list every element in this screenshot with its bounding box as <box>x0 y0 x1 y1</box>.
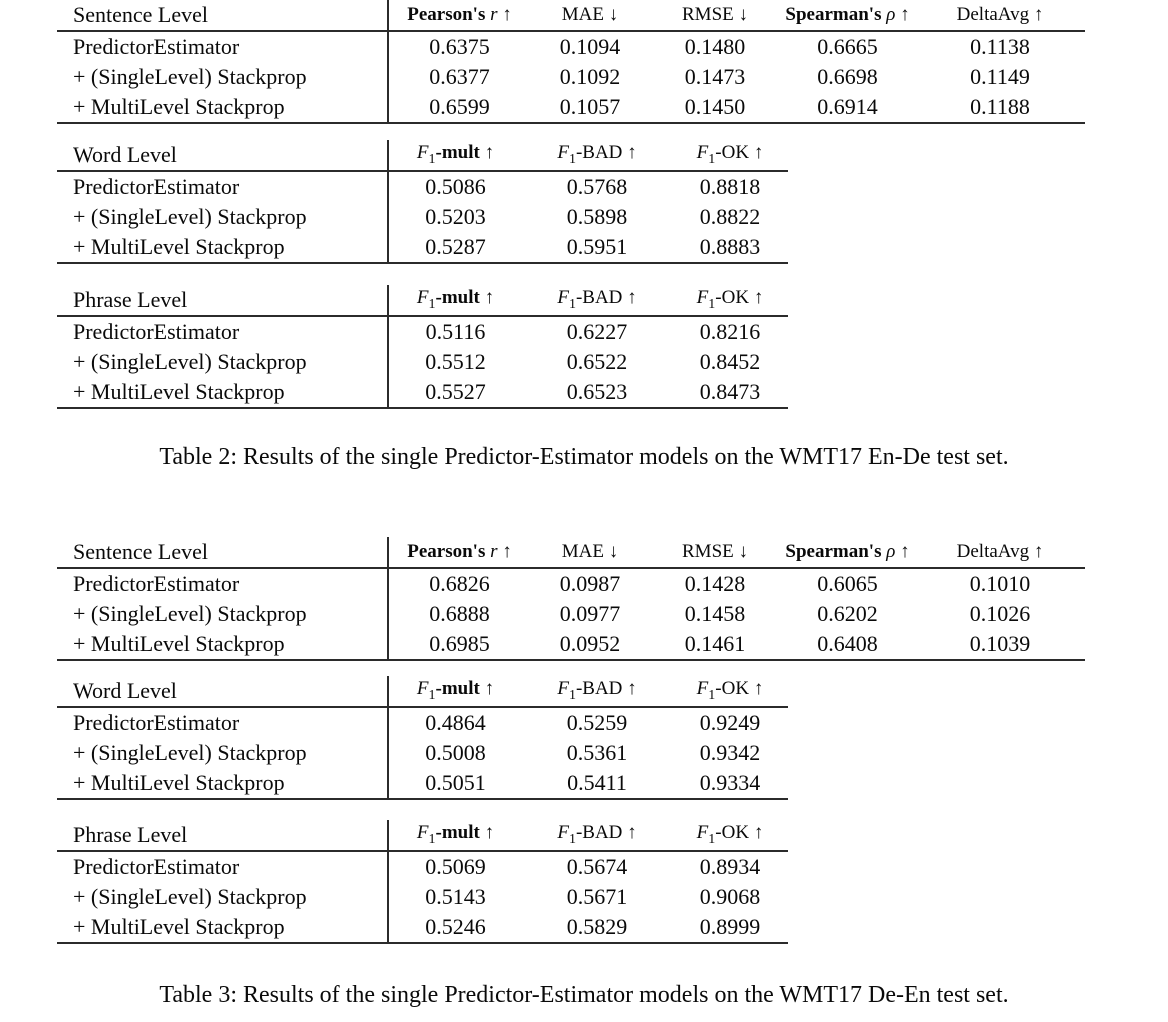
table3-word-level-table <box>57 676 788 800</box>
col-header-mae: MAE ↓ <box>561 4 619 25</box>
up-arrow-icon: ↑ <box>1033 4 1044 25</box>
row-label: + MultiLevel Stackprop <box>57 768 388 799</box>
metric-value: 0.1188 <box>970 94 1030 119</box>
col-header-f1-ok: $F_1-OK$ ↑ <box>696 678 764 703</box>
metric-value: 0.8452 <box>699 349 761 374</box>
row-label: + (SingleLevel) Stackprop <box>57 202 388 232</box>
up-arrow-icon: ↑ <box>484 678 495 700</box>
metric-value: 0.6377 <box>429 64 490 89</box>
metric-value: 0.5116 <box>425 319 486 344</box>
table-row <box>57 768 788 799</box>
section-header-sentence-level: Sentence Level <box>57 0 388 31</box>
metric-value: 0.5411 <box>567 770 627 795</box>
col-header-deltaavg: DeltaAvg ↑ <box>956 541 1044 562</box>
table-2-caption: Table 2: Results of the single Predictor-Estimator models on the WMT17 En-De test set. <box>159 444 1009 470</box>
table-row <box>57 882 788 912</box>
metric-value: 0.5768 <box>566 174 628 199</box>
metric-value: 0.0952 <box>559 631 621 656</box>
down-arrow-icon: ↓ <box>608 541 619 562</box>
header-row <box>57 0 1085 31</box>
metric-value: 0.8822 <box>699 204 761 229</box>
table-row <box>57 599 1085 629</box>
row-label: + (SingleLevel) Stackprop <box>57 347 388 377</box>
col-header-f1-mult: $F_1$-mult ↑ <box>416 822 495 847</box>
row-label: PredictorEstimator <box>57 316 388 347</box>
col-header-rmse: RMSE ↓ <box>682 541 748 562</box>
metric-value: 0.9334 <box>699 770 761 795</box>
up-arrow-icon: ↑ <box>627 678 637 700</box>
col-header-f1-ok: $F_1-OK$ ↑ <box>696 142 764 167</box>
metric-value: 0.1057 <box>559 94 621 119</box>
down-arrow-icon: ↓ <box>608 4 619 25</box>
col-header-deltaavg: DeltaAvg ↑ <box>956 4 1044 25</box>
metric-value: 0.1450 <box>684 94 746 119</box>
metric-value: 0.1480 <box>684 34 746 59</box>
row-label: + (SingleLevel) Stackprop <box>57 882 388 912</box>
table-row <box>57 62 1085 92</box>
up-arrow-icon: ↑ <box>753 287 764 309</box>
metric-value: 0.6408 <box>817 631 878 656</box>
row-label: PredictorEstimator <box>57 707 388 738</box>
metric-value: 0.1039 <box>969 631 1031 656</box>
up-arrow-icon: ↑ <box>627 822 637 844</box>
metric-value: 0.6914 <box>817 94 878 119</box>
up-arrow-icon: ↑ <box>502 4 512 25</box>
metric-value: 0.5069 <box>425 854 486 879</box>
metric-value: 0.6599 <box>429 94 490 119</box>
metric-value: 0.1461 <box>684 631 746 656</box>
metric-value: 0.5287 <box>425 234 486 259</box>
section-header-word-level: Word Level <box>57 140 388 171</box>
col-header-f1-bad: $F_1$-BAD ↑ <box>557 142 637 167</box>
metric-value: 0.6227 <box>566 319 628 344</box>
row-label: PredictorEstimator <box>57 31 388 62</box>
col-header-f1-bad: $F_1$-BAD ↑ <box>557 678 637 703</box>
table-row <box>57 629 1085 660</box>
table-row <box>57 912 788 943</box>
up-arrow-icon: ↑ <box>753 142 764 164</box>
table-row <box>57 347 788 377</box>
metric-value: 0.9249 <box>699 710 761 735</box>
metric-value: 0.6698 <box>817 64 878 89</box>
up-arrow-icon: ↑ <box>753 822 764 844</box>
table-row <box>57 31 1085 62</box>
metric-value: 0.8473 <box>699 379 761 404</box>
metric-value: 0.1010 <box>969 571 1031 596</box>
metric-value: 0.1473 <box>684 64 746 89</box>
header-row <box>57 820 788 851</box>
metric-value: 0.6522 <box>566 349 628 374</box>
metric-value: 0.9068 <box>699 884 761 909</box>
row-label: + (SingleLevel) Stackprop <box>57 738 388 768</box>
up-arrow-icon: ↑ <box>753 678 764 700</box>
up-arrow-icon: ↑ <box>900 4 910 25</box>
metric-value: 0.5671 <box>566 884 628 909</box>
section-header-phrase-level: Phrase Level <box>57 820 388 851</box>
table3-phrase-level-table <box>57 820 788 944</box>
row-label: + MultiLevel Stackprop <box>57 377 388 408</box>
metric-value: 0.5143 <box>425 884 486 909</box>
up-arrow-icon: ↑ <box>484 287 495 309</box>
col-header-f1-mult: $F_1$-mult ↑ <box>416 142 495 167</box>
metric-value: 0.5527 <box>425 379 486 404</box>
col-header-f1-mult: $F_1$-mult ↑ <box>416 678 495 703</box>
table-row <box>57 232 788 263</box>
metric-value: 0.5203 <box>425 204 486 229</box>
metric-value: 0.5008 <box>425 740 486 765</box>
row-label: PredictorEstimator <box>57 171 388 202</box>
metric-value: 0.8934 <box>699 854 761 879</box>
row-label: + MultiLevel Stackprop <box>57 629 388 660</box>
row-label: + MultiLevel Stackprop <box>57 92 388 123</box>
metric-value: 0.6523 <box>566 379 628 404</box>
col-header-f1-bad: $F_1$-BAD ↑ <box>557 287 637 312</box>
row-label: PredictorEstimator <box>57 568 388 599</box>
table-3-caption: Table 3: Results of the single Predictor-Estimator models on the WMT17 De-En test set. <box>159 982 1009 1008</box>
metric-value: 0.5051 <box>425 770 486 795</box>
col-header-f1-mult: $F_1$-mult ↑ <box>416 287 495 312</box>
table-row <box>57 171 788 202</box>
table-row <box>57 202 788 232</box>
metric-value: 0.1428 <box>684 571 746 596</box>
metric-value: 0.6375 <box>429 34 490 59</box>
col-header-pearsons-r: Pearson's r ↑ <box>407 541 512 562</box>
down-arrow-icon: ↓ <box>738 4 748 25</box>
metric-value: 0.1092 <box>559 64 621 89</box>
up-arrow-icon: ↑ <box>627 287 637 309</box>
col-header-f1-ok: $F_1-OK$ ↑ <box>696 287 764 312</box>
metric-value: 0.6665 <box>817 34 878 59</box>
metric-value: 0.8818 <box>699 174 761 199</box>
section-header-phrase-level: Phrase Level <box>57 285 388 316</box>
metric-value: 0.4864 <box>425 710 486 735</box>
table-row <box>57 377 788 408</box>
metric-value: 0.1138 <box>970 34 1030 59</box>
up-arrow-icon: ↑ <box>484 822 495 844</box>
col-header-spearmans-rho: Spearman's ρ ↑ <box>785 541 910 562</box>
metric-value: 0.0987 <box>559 571 621 596</box>
col-header-f1-bad: $F_1$-BAD ↑ <box>557 822 637 847</box>
up-arrow-icon: ↑ <box>502 541 512 562</box>
table2-phrase-level-table <box>57 285 788 409</box>
section-header-word-level: Word Level <box>57 676 388 707</box>
down-arrow-icon: ↓ <box>738 541 748 562</box>
up-arrow-icon: ↑ <box>484 142 495 164</box>
metric-value: 0.5259 <box>566 710 628 735</box>
metric-value: 0.8216 <box>699 319 761 344</box>
col-header-mae: MAE ↓ <box>561 541 619 562</box>
row-label: + (SingleLevel) Stackprop <box>57 62 388 92</box>
metric-value: 0.8883 <box>699 234 761 259</box>
header-row <box>57 140 788 171</box>
up-arrow-icon: ↑ <box>900 541 910 562</box>
metric-value: 0.6888 <box>429 601 490 626</box>
metric-value: 0.5951 <box>566 234 628 259</box>
table-row <box>57 316 788 347</box>
metric-value: 0.6826 <box>429 571 490 596</box>
table-row <box>57 707 788 738</box>
row-label: + (SingleLevel) Stackprop <box>57 599 388 629</box>
table-row <box>57 568 1085 599</box>
row-label: + MultiLevel Stackprop <box>57 232 388 263</box>
metric-value: 0.5086 <box>425 174 486 199</box>
metric-value: 0.1458 <box>684 601 746 626</box>
table2-word-level-table <box>57 140 788 264</box>
metric-value: 0.9342 <box>699 740 761 765</box>
metric-value: 0.6202 <box>817 601 878 626</box>
header-row <box>57 285 788 316</box>
col-header-spearmans-rho: Spearman's ρ ↑ <box>785 4 910 25</box>
table3-sentence-level-table <box>57 537 1085 661</box>
table2-sentence-level-table <box>57 0 1085 124</box>
metric-value: 0.6065 <box>817 571 878 596</box>
row-label: PredictorEstimator <box>57 851 388 882</box>
section-header-sentence-level: Sentence Level <box>57 537 388 568</box>
metric-value: 0.5246 <box>425 914 486 939</box>
col-header-f1-ok: $F_1-OK$ ↑ <box>696 822 764 847</box>
metric-value: 0.6985 <box>429 631 490 656</box>
table-row <box>57 738 788 768</box>
metric-value: 0.5674 <box>566 854 628 879</box>
col-header-rmse: RMSE ↓ <box>682 4 748 25</box>
header-row <box>57 537 1085 568</box>
metric-value: 0.1149 <box>970 64 1030 89</box>
col-header-pearsons-r: Pearson's r ↑ <box>407 4 512 25</box>
metric-value: 0.1094 <box>559 34 621 59</box>
metric-value: 0.5361 <box>566 740 628 765</box>
row-label: + MultiLevel Stackprop <box>57 912 388 943</box>
table-row <box>57 92 1085 123</box>
up-arrow-icon: ↑ <box>1033 541 1044 562</box>
header-row <box>57 676 788 707</box>
metric-value: 0.0977 <box>559 601 621 626</box>
metric-value: 0.5512 <box>425 349 486 374</box>
metric-value: 0.5898 <box>566 204 628 229</box>
metric-value: 0.8999 <box>699 914 761 939</box>
table-row <box>57 851 788 882</box>
metric-value: 0.1026 <box>969 601 1031 626</box>
up-arrow-icon: ↑ <box>627 142 637 164</box>
metric-value: 0.5829 <box>566 914 628 939</box>
